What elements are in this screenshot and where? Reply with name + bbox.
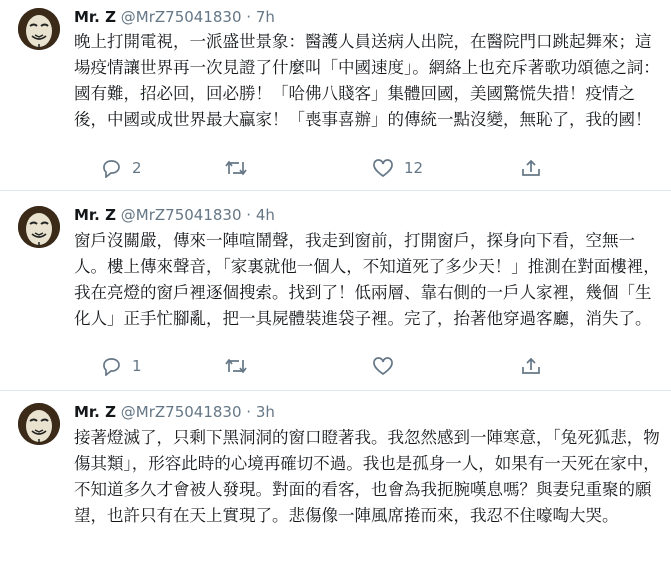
timestamp[interactable]: 7h bbox=[255, 8, 275, 26]
reply-button[interactable] bbox=[100, 157, 142, 179]
tweet-header bbox=[74, 204, 275, 226]
tweet-text: 接著燈滅了，只剩下黑洞洞的窗口瞪著我。我忽然感到一陣寒意，「兔死狐悲，物傷其類」，形容此時的心境再確切不過。我也是孤身一人，如果有一天死在家中，不知道多久才會被人發現。對面的看客，也會為我扼腕嘆息嗎？與妻兒重聚的願望，也許只有在天上實現了。悲傷像一陣風席捲而來，我忍不住嚎啕大哭。 bbox=[74, 428, 660, 525]
reply-button[interactable] bbox=[100, 355, 142, 377]
share-button[interactable] bbox=[520, 157, 542, 179]
display-name[interactable]: Mr. Z bbox=[74, 206, 116, 224]
timestamp[interactable]: 4h bbox=[255, 206, 275, 224]
reply-icon bbox=[100, 356, 122, 376]
retweet-icon bbox=[224, 158, 248, 178]
separator: · bbox=[246, 206, 252, 224]
heart-icon bbox=[372, 356, 394, 376]
like-count: 12 bbox=[404, 159, 424, 177]
reply-count: 1 bbox=[132, 357, 142, 375]
share-icon bbox=[520, 158, 542, 178]
retweet-button[interactable] bbox=[224, 157, 258, 179]
reply-icon bbox=[100, 158, 122, 178]
tweet-1[interactable] bbox=[0, 0, 671, 190]
heart-icon bbox=[372, 158, 394, 178]
tweet-text: 窗戶沒關嚴，傳來一陣喧鬧聲，我走到窗前，打開窗戶，探身向下看，空無一人。樓上傳來聲音，「家裏就他一個人，不知道死了多少天！」推測在對面樓裡，我在亮燈的窗戶裡逐個搜索。找到了！低兩層、靠右側的一戶人家裡，幾個「生化人」正手忙腳亂，把一具屍體裝進袋子裡。完了，抬著他穿過客廳，消失了。 bbox=[74, 231, 660, 328]
tweet-3[interactable] bbox=[0, 391, 671, 578]
display-name[interactable]: Mr. Z bbox=[74, 403, 116, 421]
retweet-icon bbox=[224, 356, 248, 376]
avatar[interactable] bbox=[18, 206, 60, 248]
retweet-button[interactable] bbox=[224, 355, 258, 377]
reply-count: 2 bbox=[132, 159, 142, 177]
share-icon bbox=[520, 356, 542, 376]
tweet-text: 晚上打開電視，一派盛世景象：醫護人員送病人出院，在醫院門口跳起舞來；這場疫情讓世界再一次見證了什麼叫「中國速度」。網絡上也充斥著歌功頌德之詞：國有難，招必回，回必勝！「哈佛八賤客」集體回國，美國驚慌失措！疫情之後，中國或成世界最大贏家！「喪事喜辦」的傳統一點沒變，無恥了，我的國！ bbox=[74, 32, 660, 129]
handle[interactable]: @MrZ75041830 bbox=[120, 206, 242, 224]
handle[interactable]: @MrZ75041830 bbox=[120, 403, 242, 421]
separator: · bbox=[246, 403, 252, 421]
share-button[interactable] bbox=[520, 355, 542, 377]
avatar[interactable] bbox=[18, 8, 60, 50]
tweet-header bbox=[74, 401, 275, 423]
display-name[interactable]: Mr. Z bbox=[74, 8, 116, 26]
like-button[interactable] bbox=[372, 157, 423, 179]
tweet-2[interactable] bbox=[0, 191, 671, 390]
timestamp[interactable]: 3h bbox=[255, 403, 275, 421]
separator: · bbox=[246, 8, 252, 26]
like-button[interactable] bbox=[372, 355, 404, 377]
tweet-header bbox=[74, 6, 275, 28]
handle[interactable]: @MrZ75041830 bbox=[120, 8, 242, 26]
avatar[interactable] bbox=[18, 403, 60, 445]
